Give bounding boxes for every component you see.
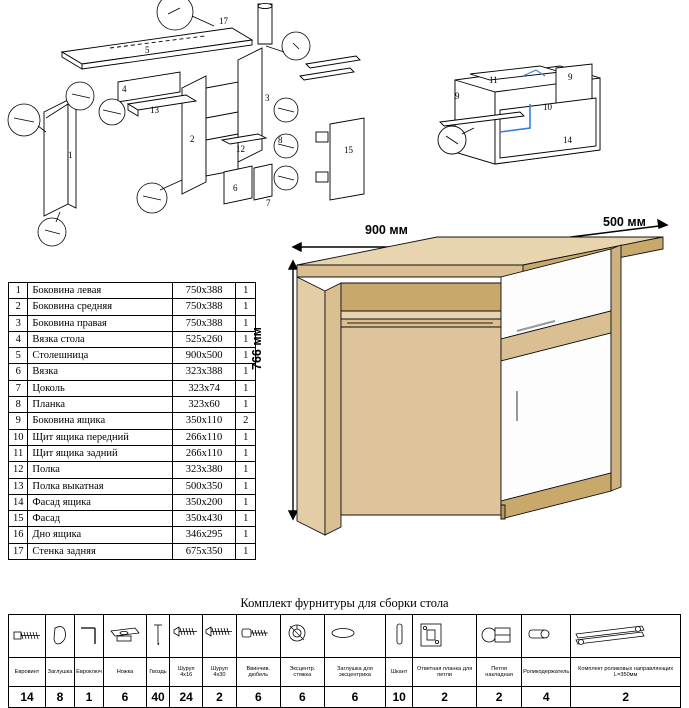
part-num: 8 bbox=[9, 397, 28, 413]
part-name: Стенка задняя bbox=[28, 543, 172, 559]
callout-11: 11 bbox=[489, 75, 498, 85]
hardware-name-row bbox=[9, 658, 681, 687]
callout-7: 7 bbox=[266, 198, 271, 208]
hardware-kit-title: Комплект фурнитуры для сборки стола bbox=[240, 596, 449, 610]
part-qty: 2 bbox=[236, 413, 256, 429]
desk-perspective-view bbox=[250, 215, 689, 575]
part-num: 14 bbox=[9, 494, 28, 510]
part-qty: 1 bbox=[236, 283, 256, 299]
part-name: Боковина правая bbox=[28, 315, 172, 331]
part-name: Вязка bbox=[28, 364, 172, 380]
part-num: 10 bbox=[9, 429, 28, 445]
callout-17: 17 bbox=[219, 16, 228, 26]
hardware-icon-cell bbox=[104, 615, 147, 658]
hardware-qty: 6 bbox=[324, 687, 386, 708]
callout-9b: 9 bbox=[455, 91, 460, 101]
part-name: Столешница bbox=[28, 348, 172, 364]
hardware-icon-cell bbox=[236, 615, 280, 658]
table-row bbox=[9, 364, 256, 380]
hardware-name: Заглушка bbox=[46, 658, 75, 687]
part-dim: 500х350 bbox=[172, 478, 236, 494]
part-num: 6 bbox=[9, 364, 28, 380]
hinge-plate-icon bbox=[414, 618, 450, 654]
part-num: 17 bbox=[9, 543, 28, 559]
hardware-name: Петля накладная bbox=[477, 658, 522, 687]
table-row bbox=[9, 494, 256, 510]
part-dim: 750х388 bbox=[172, 299, 236, 315]
part-dim: 350х110 bbox=[172, 413, 236, 429]
table-row bbox=[9, 299, 256, 315]
part-name: Боковина средняя bbox=[28, 299, 172, 315]
part-qty: 1 bbox=[236, 397, 256, 413]
part-dim: 525х260 bbox=[172, 331, 236, 347]
part-dim: 323х74 bbox=[172, 380, 236, 396]
part-qty: 1 bbox=[236, 315, 256, 331]
table-row bbox=[9, 429, 256, 445]
hardware-qty: 6 bbox=[104, 687, 147, 708]
part-qty: 1 bbox=[236, 429, 256, 445]
hardware-icon-cell bbox=[170, 615, 203, 658]
nail-icon bbox=[148, 618, 168, 654]
screw-4x30-icon bbox=[204, 618, 234, 654]
hardware-qty: 2 bbox=[477, 687, 522, 708]
part-qty: 1 bbox=[236, 494, 256, 510]
dimension-height-label: 766 мм bbox=[250, 327, 264, 370]
screw-4x16-icon bbox=[171, 618, 201, 654]
table-row bbox=[9, 511, 256, 527]
part-qty: 1 bbox=[236, 543, 256, 559]
table-row bbox=[9, 413, 256, 429]
hardware-name: Гвоздь bbox=[147, 658, 170, 687]
part-dim: 346х295 bbox=[172, 527, 236, 543]
hardware-qty: 2 bbox=[571, 687, 681, 708]
parts-table bbox=[8, 282, 256, 560]
part-name: Дно ящика bbox=[28, 527, 172, 543]
desk-svg bbox=[255, 215, 689, 575]
part-qty: 1 bbox=[236, 299, 256, 315]
callout-14: 14 bbox=[563, 135, 572, 145]
part-dim: 900х500 bbox=[172, 348, 236, 364]
hardware-name: Роликодержатель bbox=[522, 658, 571, 687]
hardware-name: Ножка bbox=[104, 658, 147, 687]
part-name: Фасад bbox=[28, 511, 172, 527]
callout-1: 1 bbox=[68, 150, 73, 160]
part-dim: 350х430 bbox=[172, 511, 236, 527]
hardware-icon-cell bbox=[203, 615, 236, 658]
exploded-diagram-svg bbox=[0, 0, 689, 250]
callout-6: 6 bbox=[233, 183, 238, 193]
hardware-icon-cell bbox=[46, 615, 75, 658]
table-row bbox=[9, 331, 256, 347]
hinge-icon bbox=[478, 618, 514, 654]
part-qty: 1 bbox=[236, 478, 256, 494]
hardware-qty: 24 bbox=[170, 687, 203, 708]
part-name: Боковина левая bbox=[28, 283, 172, 299]
hardware-icon-cell bbox=[324, 615, 386, 658]
hardware-qty: 2 bbox=[203, 687, 236, 708]
part-qty: 1 bbox=[236, 462, 256, 478]
hardware-qty: 6 bbox=[236, 687, 280, 708]
hardware-qty: 10 bbox=[386, 687, 413, 708]
hardware-name: Заглушка для эксцентрика bbox=[324, 658, 386, 687]
hardware-qty: 40 bbox=[147, 687, 170, 708]
part-qty: 1 bbox=[236, 511, 256, 527]
part-qty: 1 bbox=[236, 380, 256, 396]
part-num: 2 bbox=[9, 299, 28, 315]
part-name: Планка bbox=[28, 397, 172, 413]
part-name: Боковина ящика bbox=[28, 413, 172, 429]
part-dim: 750х388 bbox=[172, 283, 236, 299]
hardware-icon-cell bbox=[413, 615, 477, 658]
callout-5: 5 bbox=[145, 45, 150, 55]
callout-9: 9 bbox=[568, 72, 573, 82]
part-num: 13 bbox=[9, 478, 28, 494]
hardware-name: Ответная планка для петли bbox=[413, 658, 477, 687]
screw-in-dowel-icon bbox=[238, 618, 272, 654]
callout-8: 8 bbox=[278, 135, 283, 145]
part-name: Цоколь bbox=[28, 380, 172, 396]
part-num: 16 bbox=[9, 527, 28, 543]
part-num: 12 bbox=[9, 462, 28, 478]
hardware-name: Шуруп 4х30 bbox=[203, 658, 236, 687]
table-row bbox=[9, 315, 256, 331]
callout-15: 15 bbox=[344, 145, 353, 155]
part-name: Щит ящика задний bbox=[28, 445, 172, 461]
part-dim: 266х110 bbox=[172, 445, 236, 461]
dimension-width-label: 900 мм bbox=[365, 223, 408, 237]
hardware-icon-cell bbox=[477, 615, 522, 658]
part-qty: 1 bbox=[236, 364, 256, 380]
dowel-icon bbox=[387, 618, 411, 654]
hardware-name: Евровинт bbox=[9, 658, 46, 687]
part-num: 11 bbox=[9, 445, 28, 461]
callout-3: 3 bbox=[265, 93, 270, 103]
callout-2: 2 bbox=[190, 134, 195, 144]
hardware-kit bbox=[8, 596, 681, 708]
part-num: 4 bbox=[9, 331, 28, 347]
foot-icon bbox=[105, 618, 145, 654]
part-num: 7 bbox=[9, 380, 28, 396]
hardware-name: Эксцентр. стяжка bbox=[281, 658, 325, 687]
roller-holder-icon bbox=[523, 618, 555, 654]
part-dim: 675х350 bbox=[172, 543, 236, 559]
roller-guides-icon bbox=[572, 618, 648, 654]
part-dim: 266х110 bbox=[172, 429, 236, 445]
part-qty: 1 bbox=[236, 331, 256, 347]
hardware-qty: 4 bbox=[522, 687, 571, 708]
table-row bbox=[9, 445, 256, 461]
hardware-icon-row bbox=[9, 615, 681, 658]
hardware-icon-cell bbox=[281, 615, 325, 658]
hardware-qty: 14 bbox=[9, 687, 46, 708]
hardware-icon-cell bbox=[9, 615, 46, 658]
part-num: 3 bbox=[9, 315, 28, 331]
dimension-depth-label: 500 мм bbox=[603, 215, 646, 229]
callout-4: 4 bbox=[122, 84, 127, 94]
table-row bbox=[9, 380, 256, 396]
part-num: 15 bbox=[9, 511, 28, 527]
hardware-icon-cell bbox=[386, 615, 413, 658]
hardware-icon-cell bbox=[147, 615, 170, 658]
table-row bbox=[9, 527, 256, 543]
part-name: Полка выкатная bbox=[28, 478, 172, 494]
hardware-kit-table bbox=[8, 614, 681, 708]
hardware-name: Комплект роликовых направляющих L=350мм bbox=[571, 658, 681, 687]
part-qty: 1 bbox=[236, 527, 256, 543]
hardware-icon-cell bbox=[522, 615, 571, 658]
hardware-qty: 1 bbox=[75, 687, 104, 708]
part-dim: 323х388 bbox=[172, 364, 236, 380]
callout-13: 13 bbox=[150, 105, 159, 115]
hardware-name: Шкант bbox=[386, 658, 413, 687]
callout-12: 12 bbox=[236, 144, 245, 154]
cap-icon bbox=[47, 618, 73, 654]
part-dim: 350х200 bbox=[172, 494, 236, 510]
hardware-icon-cell bbox=[571, 615, 681, 658]
hardware-name: Евроключ bbox=[75, 658, 104, 687]
table-row bbox=[9, 283, 256, 299]
exploded-diagrams bbox=[0, 0, 689, 250]
part-qty: 1 bbox=[236, 348, 256, 364]
eccentric-coupler-icon bbox=[282, 618, 312, 654]
table-row bbox=[9, 348, 256, 364]
table-row bbox=[9, 543, 256, 559]
hardware-name: Ввинчив. дюбель bbox=[236, 658, 280, 687]
part-name: Фасад ящика bbox=[28, 494, 172, 510]
part-num: 5 bbox=[9, 348, 28, 364]
part-name: Щит ящика передний bbox=[28, 429, 172, 445]
table-row bbox=[9, 397, 256, 413]
hardware-name: Шуруп 4х16 bbox=[170, 658, 203, 687]
hardware-qty: 8 bbox=[46, 687, 75, 708]
part-dim: 750х388 bbox=[172, 315, 236, 331]
part-num: 1 bbox=[9, 283, 28, 299]
hardware-icon-cell bbox=[75, 615, 104, 658]
euro-key-icon bbox=[76, 618, 102, 654]
euro-screw-icon bbox=[10, 618, 44, 654]
part-dim: 323х380 bbox=[172, 462, 236, 478]
part-name: Вязка стола bbox=[28, 331, 172, 347]
part-dim: 323х60 bbox=[172, 397, 236, 413]
hardware-qty: 2 bbox=[413, 687, 477, 708]
part-num: 9 bbox=[9, 413, 28, 429]
eccentric-cap-icon bbox=[326, 618, 360, 654]
callout-10: 10 bbox=[543, 102, 552, 112]
table-row bbox=[9, 478, 256, 494]
hardware-qty-row bbox=[9, 687, 681, 708]
part-name: Полка bbox=[28, 462, 172, 478]
table-row bbox=[9, 462, 256, 478]
hardware-qty: 6 bbox=[281, 687, 325, 708]
part-qty: 1 bbox=[236, 445, 256, 461]
